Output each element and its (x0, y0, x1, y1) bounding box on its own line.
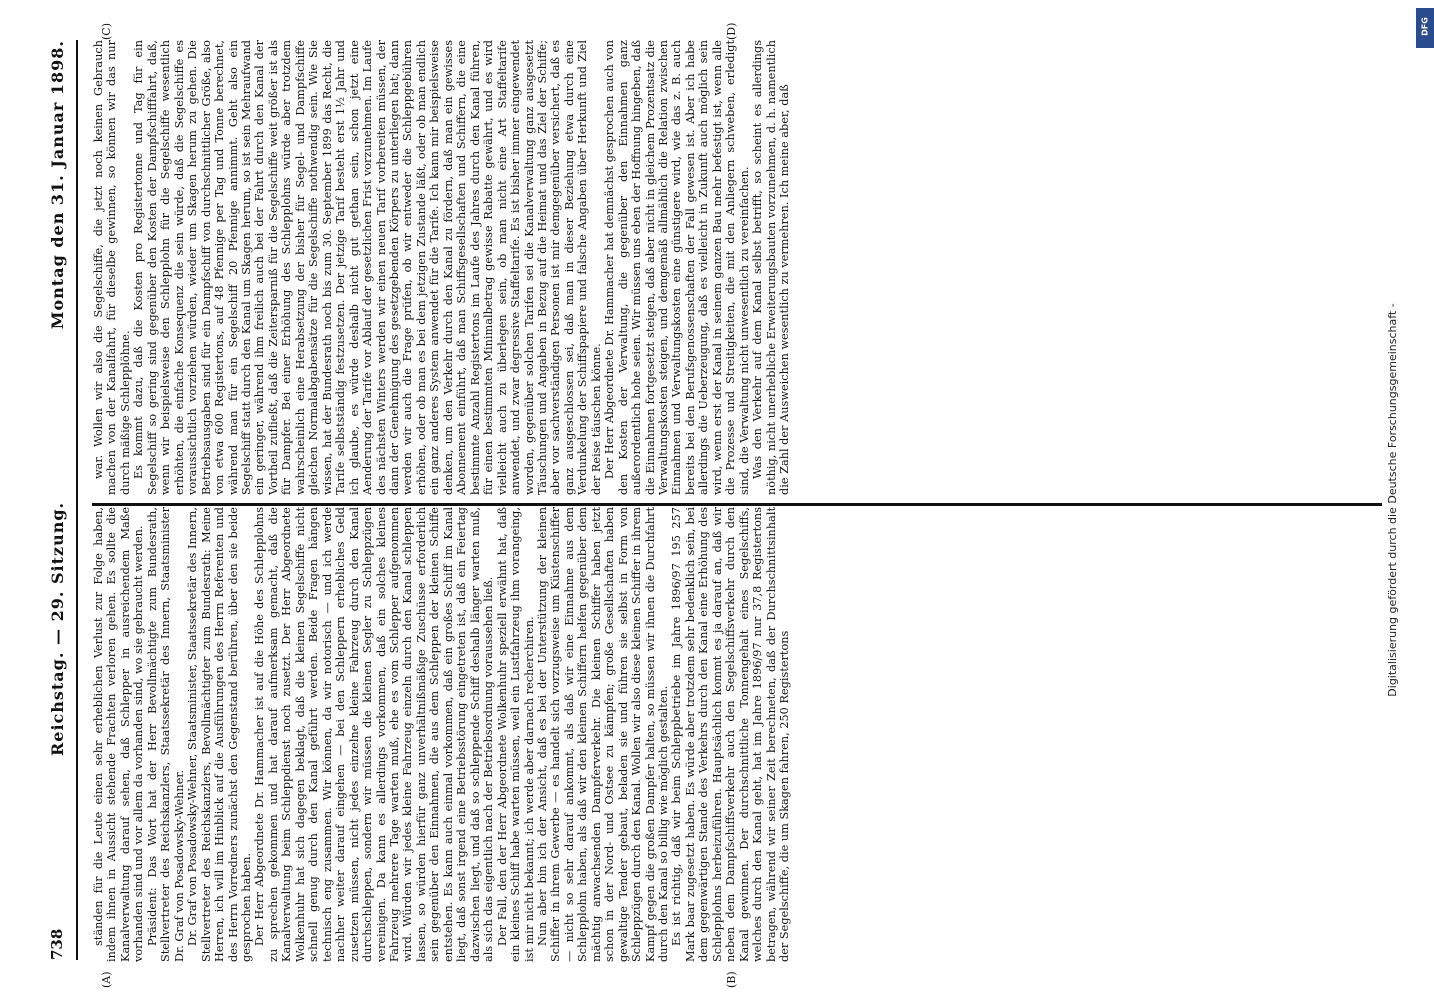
page-number: 738 (48, 928, 66, 960)
paragraph: Es kommt dazu, daß die Kosten pro Registertonne und Tag für ein Segelschiff so gering sind gegenüber den Kosten der Dampfschifffahrt, daß, wenn wir beispielsweise den Schlepplohn für die Segelschiffe wesentlich erhöhten, die einfache Konsequenz die sein würde, daß die Segelschiffe es voraussichtlich vorziehen würden, wieder um Skagen herum zu gehen. Die Betriebsausgaben sind für ein Dampfschiff von durchschnittlicher Größe, also von etwa 600 Registertons, auf 48 Pfennige per Tag und Tonne berechnet, während man für ein Segelschiff 20 Pfennige annimmt. Geht also ein Segelschiff statt durch den Kanal um Skagen herum, so ist sein Mehraufwand ein geringer, während ihm freilich auch bei der Fahrt durch den Kanal der Vortheil zufließt, daß die Zeitersparniß für die Segelschiffe weit größer ist als für Dampfer. Bei einer Erhöhung des Schlepplohns würde aber trotzdem wahrscheinlich eine Herabsetzung der bisher für Segel- und Dampfschiffe gleichen Normalabgabensätze für die Segelschiffe nothwendig sein. Wie Sie wissen, hat der Bundesrath noch bis zum 30. September 1899 das Recht, die Tarife selbstständig festzusetzen. Der jetzige Tarif besteht erst 1½ Jahr und ich glaube, es würde deshalb nicht gut gethan sein, schon jetzt eine Aenderung der Tarife vor Ablauf der gesetzlichen Frist vorzunehmen. Im Laufe des nächsten Winters werden wir einen neuen Tarif vorbereiten müssen, der dann der Genehmigung des gesetzgebenden Körpers zu unterliegen hat; dann werden wir auch die Frage prüfen, ob wir entweder die Schleppgebühren erhöhen, oder ob man es bei dem jetzigen Zustande läßt, oder ob man endlich ein ganz anderes System anwendet für die Tarife. Ich kann mir beispielsweise denken, um den Verkehr durch den Kanal zu fördern, daß man ein gewisses Abonnement einführt, daß man Schiffsgesellschaften und Schiffern, die eine bestimmte Anzahl Registertons im Laufe des Jahres durch den Kanal führen, für einen bestimmten Minimalbetrag gewisse Rabatte gewährt, und es wird vielleicht auch zu überlegen sein, ob man nicht eine Art Staffeltarife anwendet, und zwar degressive Staffeltarife. Es ist bisher immer eingewendet worden, gegenüber solchen Tarifen sei die Kanalverwaltung ganz ausgesetzt Täuschungen und Angaben in Bezug auf die Heimat und das Ziel der Schiffe; aber vor sachverständigen Personen ist mir demgegenüber versichert, daß es ganz ausgeschlossen sei, daß man in dieser Beziehung etwa durch eine Verdunkelung der Schiffspapiere und falsche Angaben über Herkunft und Ziel der Reise täuschen könne. (132, 40, 603, 495)
paragraph: ständen für die Leute einen sehr erheblichen Verlust zur Folge haben, indem ihnen in Aussicht stehende Frachten verloren gehen. Es sollte die Kanalverwaltung darauf sehen, daß Schlepper in ausreichendem Maße vorhanden sind und vor allem da vorhanden sind, wo sie gebraucht werden. (92, 507, 146, 962)
session-date: Montag den 31. Januar 1898. (47, 40, 67, 330)
paragraph: Der Herr Abgeordnete Dr. Hammacher ist auf die Höhe des Schlepplohns zu sprechen gekommen und hat darauf aufmerksam gemacht, daß die Kanalverwaltung beim Schleppdienst noch zusetzt. Der Herr Abgeordnete Wolkenhuhr hat sich dagegen beklagt, daß die kleinen Segelschiffe nicht schnell genug durch den Kanal geführt werden. Beide Fragen hängen technisch eng zusammen. Wir können, da wir notorisch — und ich werde nachher weiter darauf eingehen — bei den Schleppern erhebliches Geld zusetzen müssen, nicht jedes einzelne kleine Fahrzeug durch den Kanal durchschleppen, sondern wir müssen die kleinen Segler zu Schleppzügen vereinigen. Da kann es allerdings vorkommen, daß ein solches kleines Fahrzeug mehrere Tage warten muß, ehe es vom Schlepper aufgenommen wird. Würden wir jedes kleine Fahrzeug einzeln durch den Kanal schleppen lassen, so würden hierfür ganz unverhältnißmäßige Zuschüsse erforderlich sein gegenüber den Einnahmen, die aus dem Schleppen der kleinen Schiffe entstehen. Es kann auch einmal vorkommen, daß ein großes Schiff im Kanal liegt, daß sonst irgend eine Betriebsstörung eingetreten ist, daß ein Feiertag dazwischen liegt, und daß so schleppende Schiff deshalb länger warten muß, als sich das eigentlich nach der Betriebsordnung voraussehen ließ. (253, 507, 496, 962)
paragraph: Was den Verkehr auf dem Kanal selbst betrifft, so scheint es allerdings nöthig, nicht unerhebliche Erweiterungsbauten vorzunehmen, d. h. namentlich die Zahl der Ausweichen wesentlich zu vermehren. Ich meine aber, daß (751, 40, 792, 495)
header-rule (76, 40, 78, 960)
paragraph: Nun aber bin ich der Ansicht, daß es bei der Unterstützung der kleinen Schiffer in ihrem Gewerbe — es handelt sich vorzugsweise um Küstenschiffer — nicht so sehr darauf ankommt, als daß wir eine Einnahme aus dem Schlepplohn haben, als daß wir den kleinen Schiffern helfen gegenüber dem mächtig anwachsenden Dampferverkehr. Die kleinen Schiffer haben jetzt schon in der Nord- und Ostsee zu kämpfen; große Gesellschaften haben gewaltige Tender gebaut, beladen sie und führen sie selbst in Form von Schleppzügen durch den Kanal. Wollen wir also diese kleinen Schiffer in ihrem Kampf gegen die großen Dampfer halten, so müssen wir ihnen die Durchfahrt durch den Kanal so billig wie möglich gestalten. (535, 507, 671, 962)
digitization-note: Digitalisierung gefördert durch die Deutsche Forschungsgemeinschaft - (1386, 303, 1399, 697)
paragraph: Es ist richtig, daß wir beim Schleppbetriebe im Jahre 1896/97 195 257 Mark baar zugesetzt haben. Es würde aber trotzdem sehr bedenklich sein, bei dem gegenwärtigen Stande des Verkehrs durch den Kanal eine Erhöhung des Schlepplohns herbeizuführen. Hauptsächlich kommt es ja darauf an, daß wir neben dem Dampfschiffsverkehr auch den Segelschiffsverkehr durch den Kanal gewinnen. Der durchschnittliche Tonnengehalt eines Segelschiffs, welches durch den Kanal geht, hat im Jahre 1896/97 nur 37,8 Registertons betragen, während wir seiner Zeit berechneten, daß der Durchschnittsinhalt der Segelschiffe, die um Skagen fahren, 250 Registertons (670, 507, 792, 962)
paragraph: Der Herr Abgeordnete Dr. Hammacher hat demnächst gesprochen auch von den Kosten der Verwaltung, die gegenüber den Einnahmen ganz außerordentlich hohe seien. Wir müssen uns eben der Hoffnung hingeben, daß die Einnahmen fortgesetzt steigen, daß aber nicht in gleichem Prozentsatz die Verwaltungskosten steigen, und demgemäß allmählich die Relation zwischen Einnahmen und Verwaltungskosten eine günstigere wird, wie das z. B. auch bereits bei den Berufsgenossenschaften der Fall gewesen ist. Aber ich habe allerdings die Ueberzeugung, daß es vielleicht in Zukunft auch möglich sein wird, wenn erst der Kanal in seinem ganzen Bau mehr befestigt ist, wenn alle die Prozesse und Streitigkeiten, die mit den Anliegern schweben, erledigt sind, die Verwaltung nicht unwesentlich zu vereinfachen. (603, 40, 751, 495)
margin-marker-b: (B) (725, 971, 738, 988)
margin-marker-c: (C) (100, 23, 113, 40)
session-title: Reichstag. — 29. Sitzung. (47, 501, 67, 757)
paragraph: Der Fall, den der Herr Abgeordnete Wolkenhuhr speziell erwähnt hat, daß ein kleines Schiff habe warten müssen, weil ein Lustfahrzeug ihm vorangeing, ist mir nicht bekannt; ich werde aber darnach recherchiren. (495, 507, 536, 962)
column-divider (92, 503, 1382, 506)
paragraph: war. Wollen wir also die Segelschiffe, die jetzt noch keinen Gebrauch machen von der Kanalfahrt, für dieselbe gewinnen, so können wir das nur durch mäßige Schlepplöhne. (92, 40, 132, 495)
margin-marker-d: (D) (725, 22, 738, 40)
left-column (92, 507, 1362, 962)
page-header (40, 40, 74, 960)
margin-marker-a: (A) (100, 971, 113, 988)
dfg-logo (1416, 8, 1434, 48)
right-column (92, 40, 1412, 495)
paragraph: Dr. Graf von Posadowsky-Wehner, Staatsminister, Staatssekretär des Innern, Stellvertreter des Reichskanzlers, Bevollmächtigter zum Bundesrath: Meine Herren, ich will im Hinblick auf die Ausführungen des Herrn Referenten und des Herrn Vorredners zunächst den Gegenstand berühren, über den sie beide gesprochen haben. (186, 507, 253, 962)
paragraph: Präsident: Das Wort hat der Herr Bevollmächtigte zum Bundesrath, Stellvertreter des Reichskanzlers, Staatssekretär des Innern, Staatsminister Dr. Graf von Posadowsky-Wehner. (145, 507, 186, 962)
dfg-logo-text: DFG (1420, 17, 1430, 36)
